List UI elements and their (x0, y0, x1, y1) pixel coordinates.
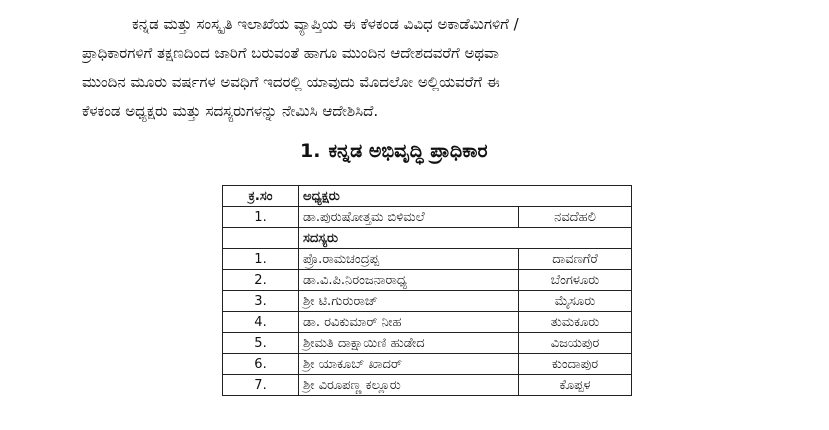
table-header-row (223, 186, 632, 207)
member-sno: 3. (223, 291, 299, 312)
member-name: ಡಾ. ರವಿಕುಮಾರ್ ನೀಹ (299, 312, 519, 333)
member-sno: 5. (223, 333, 299, 354)
members-table (222, 185, 632, 396)
member-sno: 4. (223, 312, 299, 333)
member-name: ಪ್ರೊ.ರಾಮಚಂದ್ರಪ್ಪ (299, 249, 519, 270)
member-name: ಡಾ.ವಿ.ಪಿ.ನಿರಂಜನಾರಾಧ್ಯ (299, 270, 519, 291)
members-subheading: ಸದಸ್ಯರು (299, 228, 632, 249)
table-row (223, 333, 632, 354)
member-sno: 7. (223, 375, 299, 396)
paragraph-line-2: ಪ್ರಾಧಿಕಾರಗಳಿಗೆ ತಕ್ಷಣದಿಂದ ಜಾರಿಗೆ ಬರುವಂತೆ ಹಾಗೂ ಮುಂದಿನ ಆದೇಶದವರೆಗೆ ಅಥವಾ (82, 44, 499, 62)
member-place: ಮೈಸೂರು (519, 291, 632, 312)
section-title: ಕನ್ನಡ ಅಭಿವೃದ್ಧಿ ಪ್ರಾಧಿಕಾರ (328, 140, 488, 162)
chairperson-place: ನವದೆಹಲಿ (519, 207, 632, 228)
paragraph-line-3: ಮುಂದಿನ ಮೂರು ವರ್ಷಗಳ ಅವಧಿಗೆ ಇದರಲ್ಲಿ ಯಾವುದು ಮೊದಲೋ ಅಲ್ಲಿಯವರೆಗೆ ಈ (82, 73, 500, 91)
section-heading (300, 140, 488, 162)
table-row (223, 312, 632, 333)
member-name: ಶ್ರೀಮತಿ ದಾಕ್ಷಾಯಿಣಿ ಹುಡೇದ (299, 333, 519, 354)
member-place: ದಾವಣಗೆರೆ (519, 249, 632, 270)
paragraph-line-1: ಕನ್ನಡ ಮತ್ತು ಸಂಸ್ಕೃತಿ ಇಲಾಖೆಯ ವ್ಯಾಪ್ತಿಯ ಈ ಕೆಳಕಂಡ ವಿವಿಧ ಅಕಾಡೆಮಿಗಳಿಗೆ / (132, 15, 519, 33)
members-subheading-row (223, 228, 632, 249)
member-sno: 2. (223, 270, 299, 291)
header-sno: ಕ್ರ.ಸಂ (223, 186, 299, 207)
table-row (223, 270, 632, 291)
chairperson-sno: 1. (223, 207, 299, 228)
header-chairperson-label: ಅಧ್ಯಕ್ಷರು (299, 186, 632, 207)
member-sno: 1. (223, 249, 299, 270)
member-sno: 6. (223, 354, 299, 375)
table-row (223, 249, 632, 270)
chairperson-name: ಡಾ.ಪುರುಷೋತ್ತಮ ಬಿಳಿಮಲೆ (299, 207, 519, 228)
member-place: ಬೆಂಗಳೂರು (519, 270, 632, 291)
table-row (223, 375, 632, 396)
section-number: 1. (300, 140, 321, 162)
paragraph-line-4: ಕೆಳಕಂಡ ಅಧ್ಯಕ್ಷರು ಮತ್ತು ಸದಸ್ಯರುಗಳನ್ನು ನೇಮಿಸಿ ಆದೇಶಿಸಿದೆ. (82, 102, 379, 120)
member-place: ಕುಂದಾಪುರ (519, 354, 632, 375)
member-name: ಶ್ರೀ ಟಿ.ಗುರುರಾಜ್ (299, 291, 519, 312)
order-paragraph (82, 10, 802, 126)
member-place: ಕೊಪ್ಪಳ (519, 375, 632, 396)
member-name: ಶ್ರೀ ಯಾಕೂಬ್ ಖಾದರ್ (299, 354, 519, 375)
table-row (223, 291, 632, 312)
member-place: ವಿಜಯಪುರ (519, 333, 632, 354)
chairperson-row (223, 207, 632, 228)
members-subheading-blank (223, 228, 299, 249)
member-name: ಶ್ರೀ ವಿರೂಪಣ್ಣ ಕಲ್ಲೂರು (299, 375, 519, 396)
table-row (223, 354, 632, 375)
member-place: ತುಮಕೂರು (519, 312, 632, 333)
